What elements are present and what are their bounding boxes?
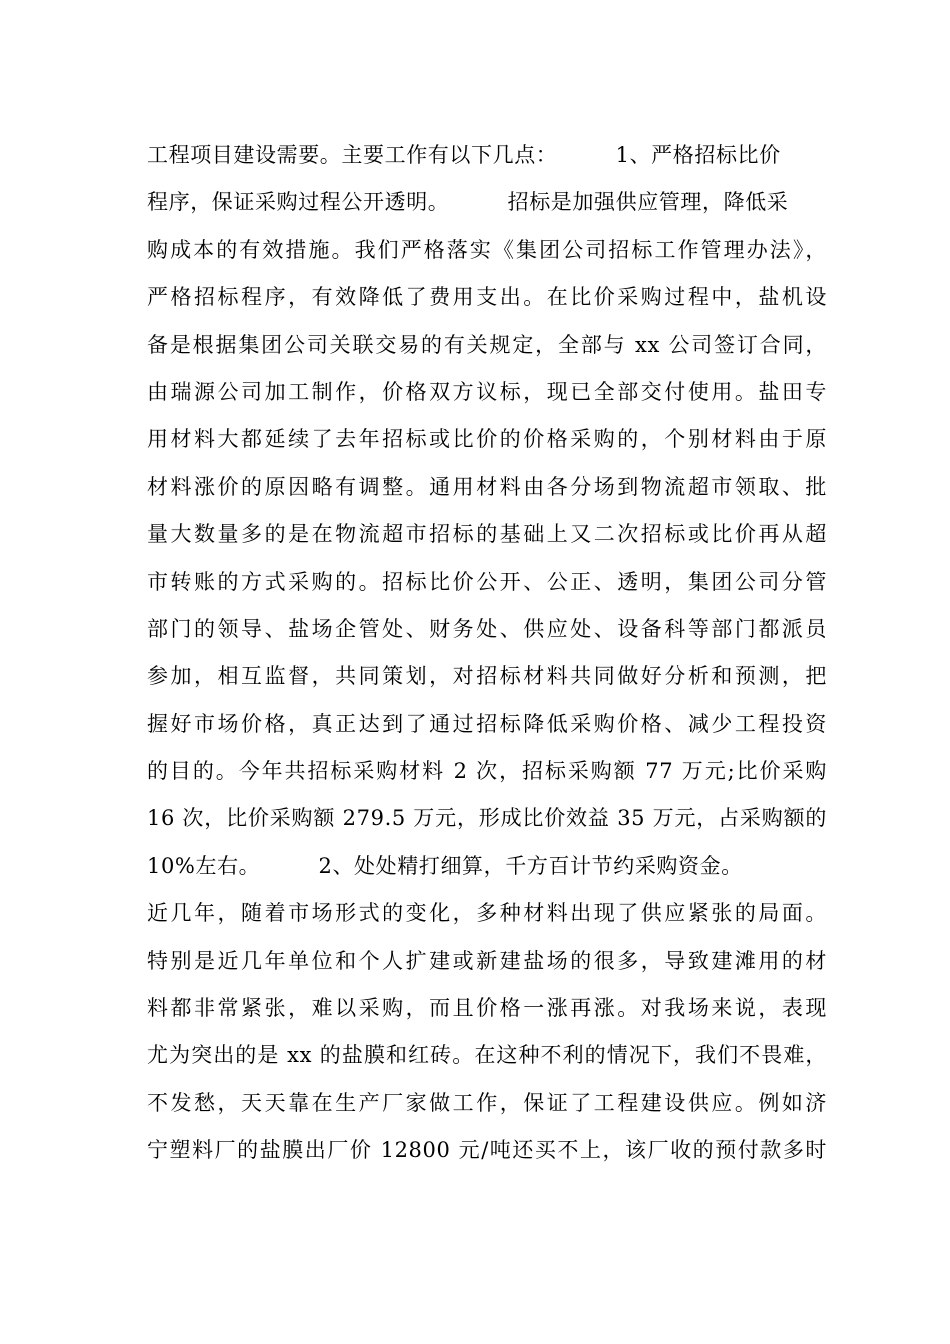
text-line-6: 由瑞源公司加工制作，价格双方议标，现已全部交付使用。盐田专 [147, 379, 827, 404]
text-line-2: 程序，保证采购过程公开透明。 招标是加强供应管理，降低采 [147, 190, 789, 215]
text-line-22: 宁塑料厂的盐膜出厂价 12800 元/吨还买不上，该厂收的预付款多时 [147, 1138, 827, 1163]
text-line-8: 材料涨价的原因略有调整。通用材料由各分场到物流超市领取、批 [147, 474, 827, 499]
text-line-19: 料都非常紧张，难以采购，而且价格一涨再涨。对我场来说，表现 [147, 996, 827, 1021]
text-line-9: 量大数量多的是在物流超市招标的基础上又二次招标或比价再从超 [147, 522, 827, 547]
text-line-10: 市转账的方式采购的。招标比价公开、公正、透明，集团公司分管 [147, 569, 827, 594]
text-line-1: 工程项目建设需要。主要工作有以下几点： 1、严格招标比价 [147, 143, 781, 167]
text-line-18: 特别是近几年单位和个人扩建或新建盐场的很多，导致建滩用的材 [147, 948, 827, 973]
text-line-13: 握好市场价格，真正达到了通过招标降低采购价格、减少工程投资 [147, 711, 827, 736]
text-line-15: 16 次，比价采购额 279.5 万元，形成比价效益 35 万元，占采购额的 [147, 806, 827, 831]
text-line-12: 参加，相互监督，共同策划，对招标材料共同做好分析和预测，把 [147, 664, 827, 689]
text-line-16: 10%左右。 2、处处精打细算，千方百计节约采购资金。 [147, 853, 743, 878]
text-line-17: 近几年，随着市场形式的变化，多种材料出现了供应紧张的局面。 [147, 901, 827, 926]
text-line-20: 尤为突出的是 xx 的盐膜和红砖。在这种不利的情况下，我们不畏难， [147, 1043, 827, 1068]
text-line-14: 的目的。今年共招标采购材料 2 次，招标采购额 77 万元;比价采购 [147, 759, 827, 784]
text-line-3: 购成本的有效措施。我们严格落实《集团公司招标工作管理办法》， [147, 237, 827, 262]
text-line-11: 部门的领导、盐场企管处、财务处、供应处、设备科等部门都派员 [147, 616, 827, 641]
body-text [147, 132, 827, 1175]
text-line-21: 不发愁，天天靠在生产厂家做工作，保证了工程建设供应。例如济 [147, 1090, 827, 1115]
text-line-5: 备是根据集团公司关联交易的有关规定，全部与 xx 公司签订合同， [147, 332, 827, 357]
text-line-4: 严格招标程序，有效降低了费用支出。在比价采购过程中，盐机设 [147, 285, 827, 310]
text-line-7: 用材料大都延续了去年招标或比价的价格采购的，个别材料由于原 [147, 427, 827, 452]
